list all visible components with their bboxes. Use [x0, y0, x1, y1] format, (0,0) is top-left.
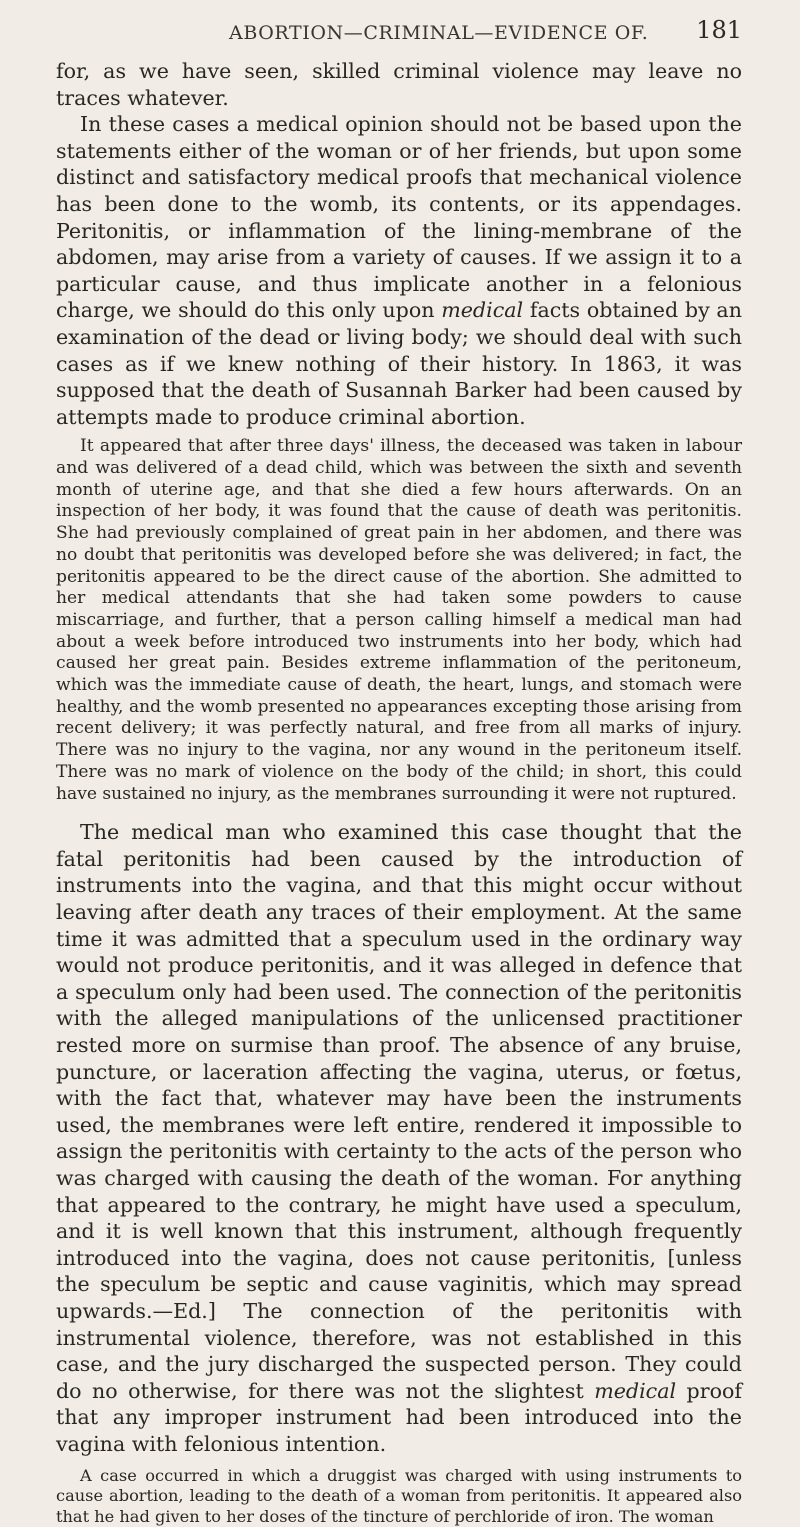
- paragraph-medical-examination: [56, 819, 742, 1457]
- emphasis-medical-proof: medical: [594, 1378, 677, 1403]
- paragraph-medical-examination-part-2: proof that any improper instrument had been introduced into the vagina with felonious intention.: [56, 1378, 742, 1456]
- emphasis-medical: medical: [441, 298, 524, 323]
- paragraph-medical-opinion-part-2: facts obtained by an examination of the dead or living body; we should deal with such cases as if we knew nothing of their history. In 1863, it was supposed that the death of Susannah Barker had been caused by attempts made to produce criminal abortion.: [56, 298, 742, 429]
- paragraph-medical-opinion: [56, 111, 742, 430]
- paragraph-continuation: for, as we have seen, skilled criminal violence may leave no traces whatever.: [56, 59, 742, 110]
- case-report-druggist: A case occurred in which a druggist was charged with using instruments to cause abortion, leading to the death of a woman from peritonitis. It appeared also that he had given to her doses of the tincture of perchloride of iron. The woman: [56, 1465, 742, 1526]
- running-head: [56, 14, 742, 58]
- paragraph-medical-opinion-part-1: In these cases a medical opinion should not be based upon the statements either of the woman or of her friends, but upon some distinct and satisfactory medical proofs that mechanical violence has been done to the womb, its contents, or its appendages. Peritonitis, or inflammation of the lining-membrane of the abdomen, may arise from a variety of causes. If we assign it to a particular cause, and thus implicate another in a felonious charge, we should do this only upon: [56, 112, 742, 323]
- section-gap: [56, 805, 742, 819]
- running-title: ABORTION—CRIMINAL—EVIDENCE OF.: [229, 22, 649, 44]
- case-report-barker: It appeared that after three days' illness, the deceased was taken in labour and was delivered of a dead child, which was between the sixth and seventh month of uterine age, and that she died a few hours afterwards. On an inspection of her body, it was found that the cause of death was peritonitis. She had previously complained of great pain in her abdomen, and there was no doubt that peritonitis was developed before she was delivered; in fact, the peritonitis appeared to be the direct cause of the abortion. She admitted to her medical attendants that she had taken some powders to cause miscarriage, and further, that a person calling himself a medical man had about a week before introduced two instruments into her body, which had caused her great pain. Besides extreme inflammation of the peritoneum, which was the immediate cause of death, the heart, lungs, and stomach were healthy, and the womb presented no appearances excepting those arising from recent delivery; it was perfectly natural, and free from all marks of injury. There was no injury to the vagina, nor any wound in the peritoneum itself. There was no mark of violence on the body of the child; in short, this could have sustained no injury, as the membranes surrounding it were not ruptured.: [56, 436, 742, 804]
- paragraph-medical-examination-part-1: The medical man who examined this case thought that the fatal peritonitis had been caused by the introduction of instruments into the vagina, and that this might occur without leaving after death any traces of their employment. At the same time it was admitted that a speculum used in the ordinary way would not produce peritonitis, and it was alleged in defence that a speculum only had been used. The connection of the peritonitis with the alleged manipulations of the unlicensed practitioner rested more on surmise than proof. The absence of any bruise, puncture, or laceration affecting the vagina, uterus, or fœtus, with the fact that, whatever may have been the instruments used, the membranes were left entire, rendered it impossible to assign the peritonitis with certainty to the acts of the person who was charged with causing the death of the woman. For anything that appeared to the contrary, he might have used a speculum, and it is well known that this instrument, although frequently introduced into the vagina, does not cause peritonitis, [unless the speculum be septic and cause vaginitis, which may spread upwards.—Ed.] The connection of the peritonitis with instrumental violence, therefore, was not established in this case, and the jury discharged the suspected person. They could do no otherwise, for there was not the slightest: [56, 820, 742, 1403]
- page-number: 181: [696, 16, 742, 44]
